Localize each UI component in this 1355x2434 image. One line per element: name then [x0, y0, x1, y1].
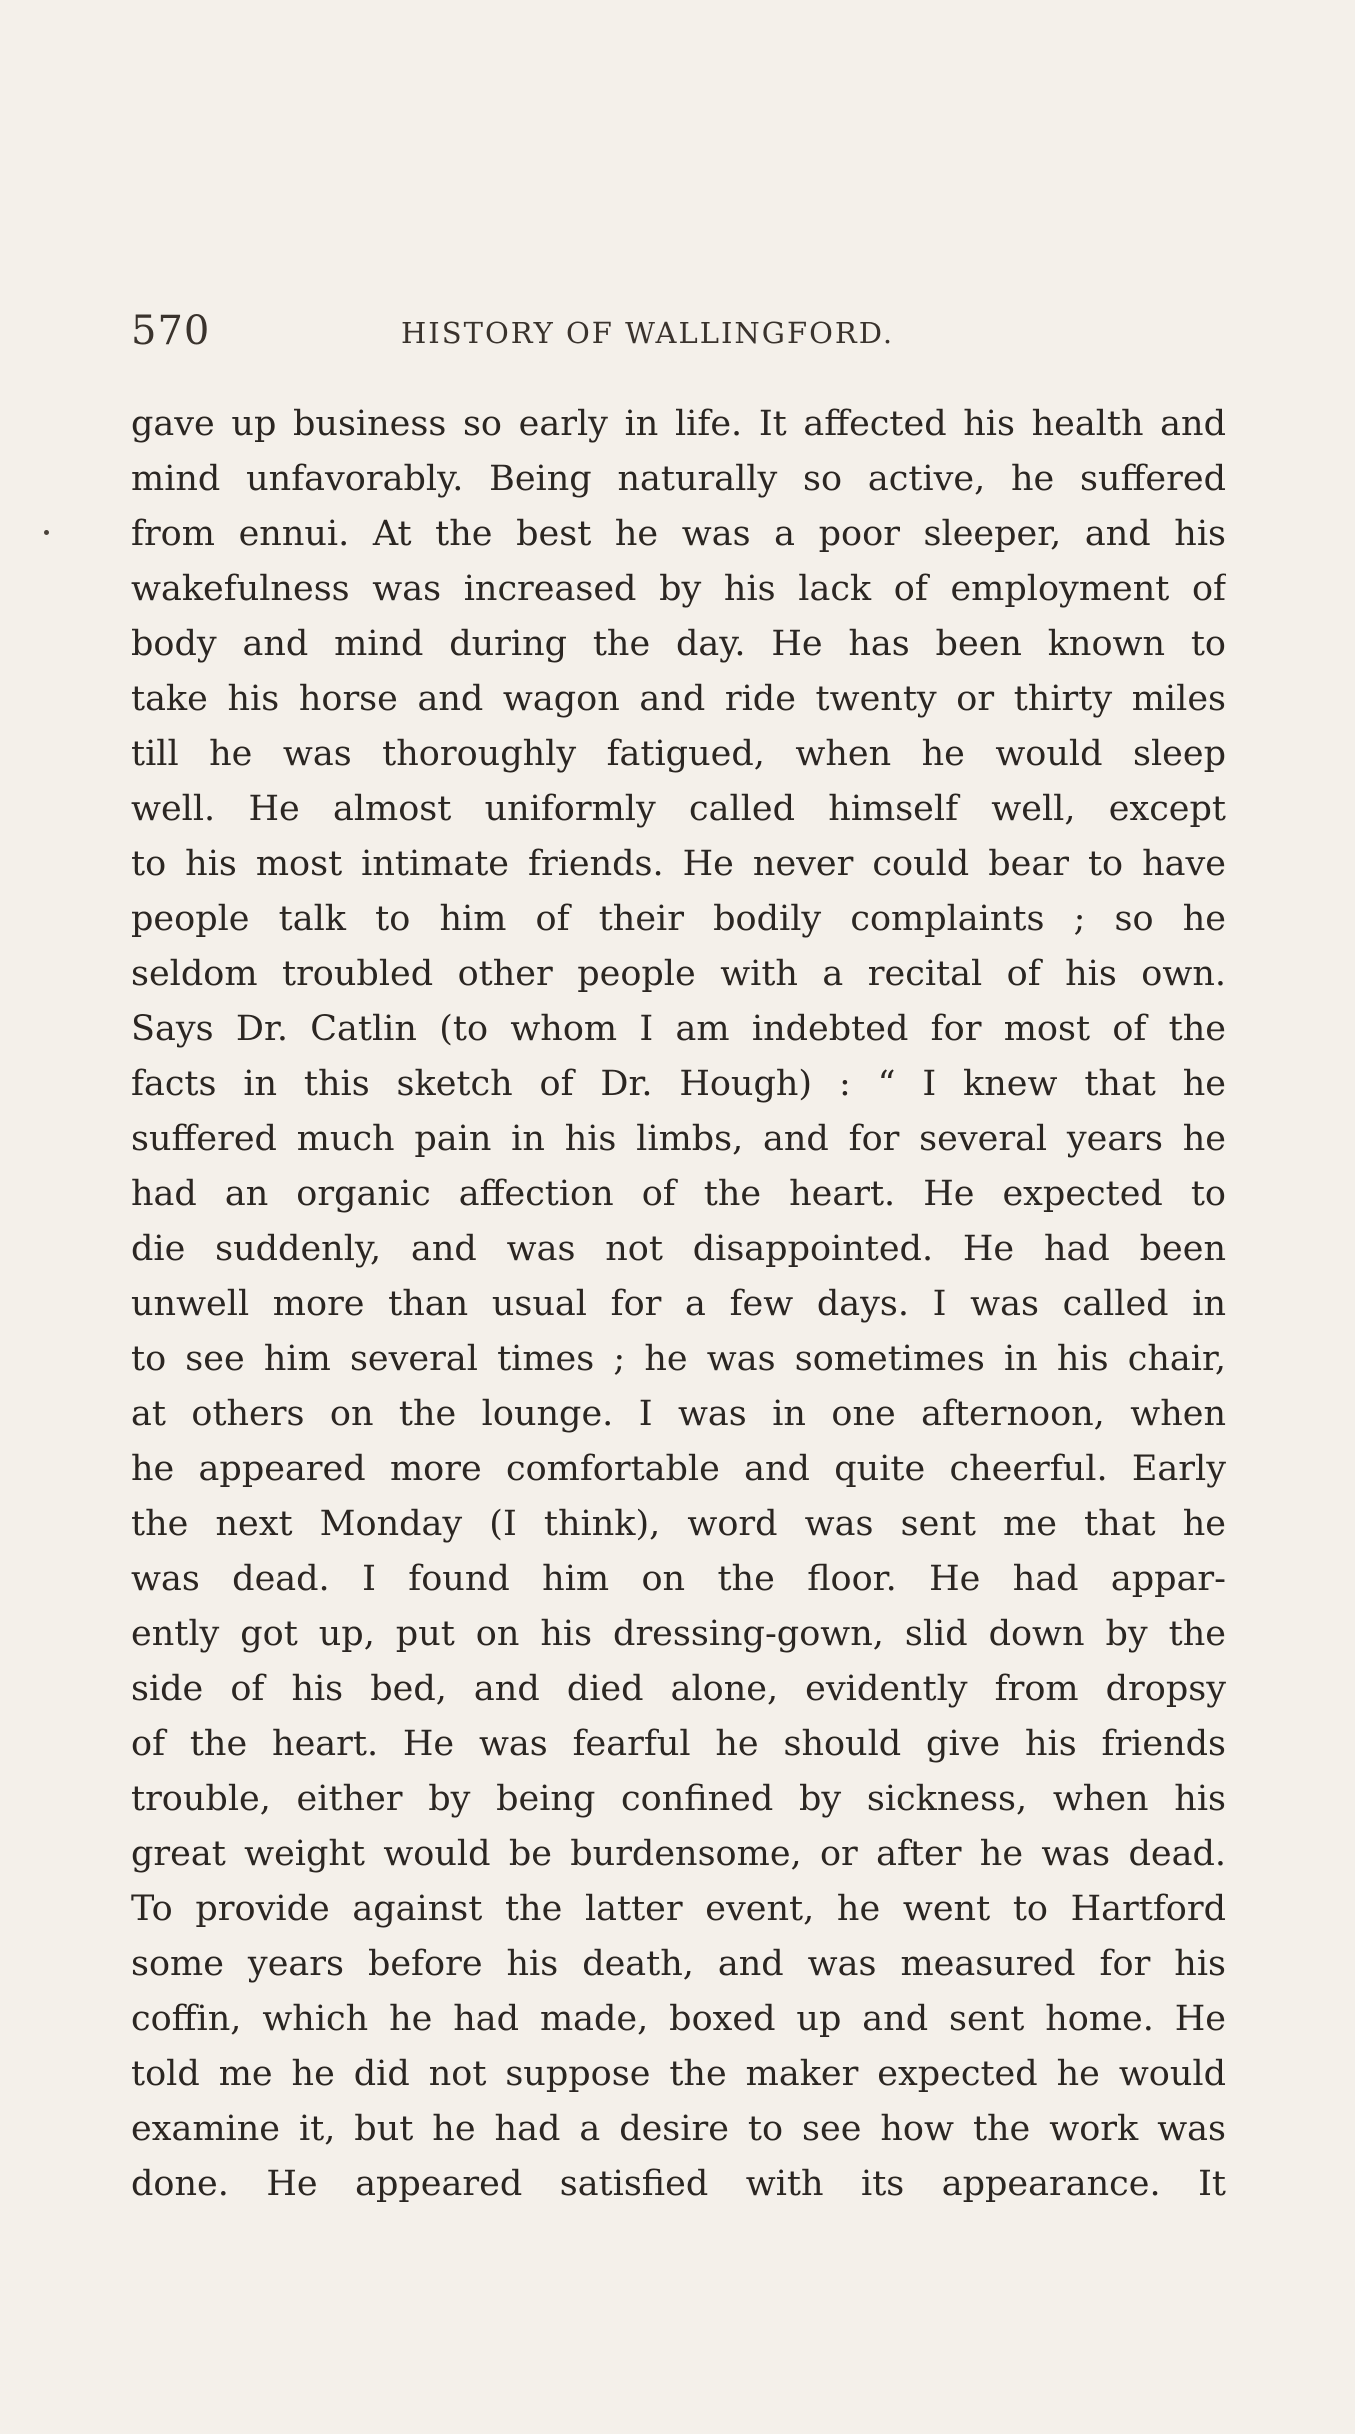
text-line: coffin, which he had made, boxed up and sent home. He: [131, 1999, 1226, 2039]
text-line: die suddenly, and was not disappointed. He had been: [131, 1229, 1226, 1269]
text-line: great weight would be burdensome, or after he was dead.: [131, 1834, 1226, 1874]
text-line: of the heart. He was fearful he should give his friends: [131, 1724, 1226, 1764]
text-line: side of his bed, and died alone, evidently from dropsy: [131, 1669, 1226, 1709]
running-title: HISTORY OF WALLINGFORD.: [401, 316, 895, 350]
text-line: trouble, either by being confined by sickness, when his: [131, 1779, 1226, 1819]
body-text: [131, 397, 1226, 2212]
text-line: well. He almost uniformly called himself well, except: [131, 789, 1226, 829]
text-line: take his horse and wagon and ride twenty or thirty miles: [131, 679, 1226, 719]
text-line: unwell more than usual for a few days. I was called in: [131, 1284, 1226, 1324]
text-line: at others on the lounge. I was in one afternoon, when: [131, 1394, 1226, 1434]
text-line: to his most intimate friends. He never could bear to have: [131, 844, 1226, 884]
page-number: 570: [131, 308, 211, 354]
text-line: done. He appeared satisfied with its appearance. It: [131, 2164, 1226, 2204]
text-line: had an organic affection of the heart. He expected to: [131, 1174, 1226, 1214]
text-line: was dead. I found him on the floor. He had appar-: [131, 1559, 1226, 1599]
text-line: suffered much pain in his limbs, and for several years he: [131, 1119, 1226, 1159]
text-line: examine it, but he had a desire to see how the work was: [131, 2109, 1226, 2149]
text-line: seldom troubled other people with a recital of his own.: [131, 954, 1226, 994]
text-line: some years before his death, and was measured for his: [131, 1944, 1226, 1984]
text-line: facts in this sketch of Dr. Hough) : “ I knew that he: [131, 1064, 1226, 1104]
text-line: ently got up, put on his dressing-gown, slid down by the: [131, 1614, 1226, 1654]
text-line: Says Dr. Catlin (to whom I am indebted for most of the: [131, 1009, 1226, 1049]
margin-speck: [44, 530, 49, 535]
text-line: people talk to him of their bodily complaints ; so he: [131, 899, 1226, 939]
text-line: To provide against the latter event, he went to Hartford: [131, 1889, 1226, 1929]
text-line: wakefulness was increased by his lack of employment of: [131, 569, 1226, 609]
text-line: gave up business so early in life. It affected his health and: [131, 404, 1226, 444]
text-line: he appeared more comfortable and quite cheerful. Early: [131, 1449, 1226, 1489]
text-line: body and mind during the day. He has been known to: [131, 624, 1226, 664]
text-line: told me he did not suppose the maker expected he would: [131, 2054, 1226, 2094]
running-head: [131, 308, 1226, 368]
text-line: mind unfavorably. Being naturally so active, he suffered: [131, 459, 1226, 499]
text-line: till he was thoroughly fatigued, when he would sleep: [131, 734, 1226, 774]
text-line: the next Monday (I think), word was sent me that he: [131, 1504, 1226, 1544]
text-line: from ennui. At the best he was a poor sleeper, and his: [131, 514, 1226, 554]
text-line: to see him several times ; he was sometimes in his chair,: [131, 1339, 1226, 1379]
